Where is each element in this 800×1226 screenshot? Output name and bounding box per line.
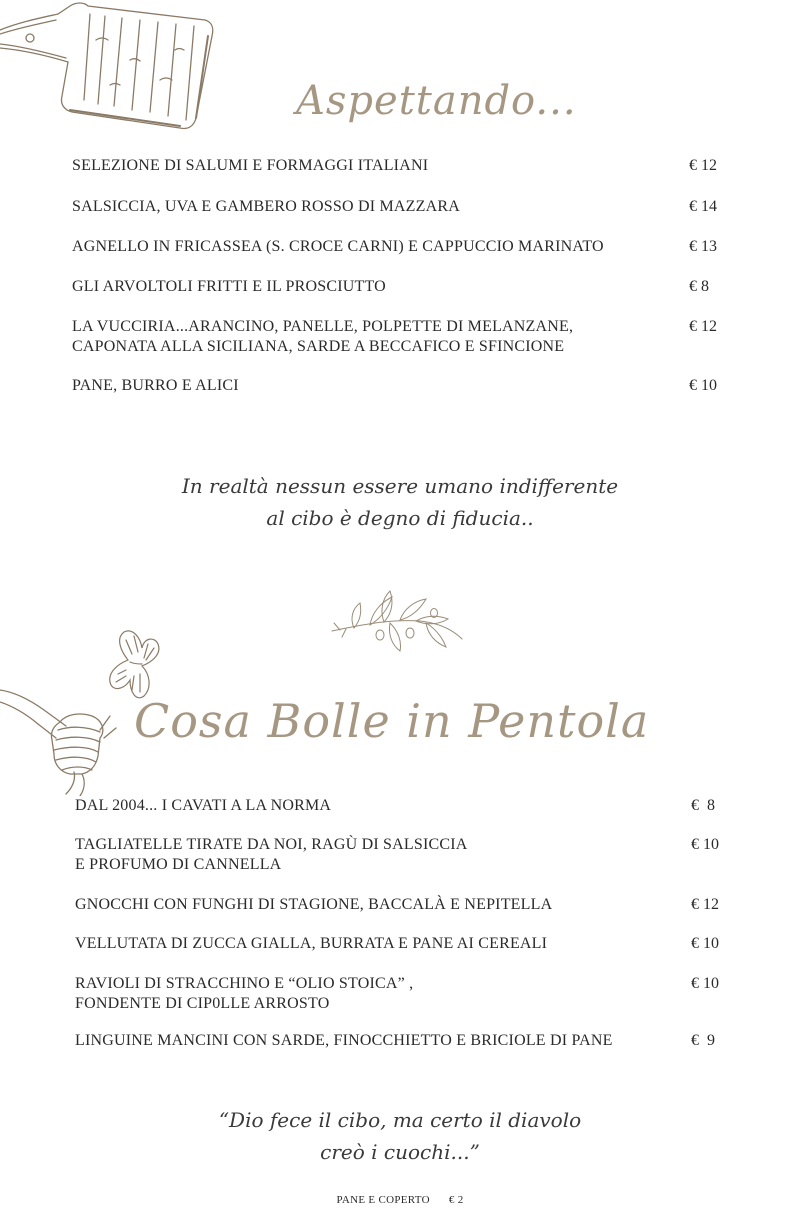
quote-line: al cibo è degno di fiducia..: [266, 506, 534, 530]
quote-line: “Dio fece il cibo, ma certo il diavolo: [218, 1108, 582, 1132]
menu-item-name: GNOCCHI CON FUNGHI DI STAGIONE, BACCALÀ E NEPITELLA: [75, 896, 553, 913]
cutting-board-illustration: [0, 0, 220, 135]
section-title-cosa-bolle: Cosa Bolle in Pentola: [134, 694, 650, 748]
footer-price: € 2: [448, 1194, 464, 1206]
menu-item-price: € 10: [691, 975, 719, 992]
menu-item-name: PANE, BURRO E ALICI: [72, 377, 239, 394]
menu-item-price: € 10: [691, 836, 719, 853]
menu-item-price: € 9: [691, 1032, 715, 1049]
quote-diavolo: [0, 1104, 800, 1168]
menu-item-name: GLI ARVOLTOLI FRITTI E IL PROSCIUTTO: [72, 278, 386, 295]
fork-twirl-pasta-illustration: [0, 686, 120, 796]
menu-item-name: AGNELLO IN FRICASSEA (S. CROCE CARNI) E CAPPUCCIO MARINATO: [72, 238, 604, 255]
menu-item-price: € 13: [689, 238, 717, 255]
quote-line: creò i cuochi...”: [320, 1140, 480, 1164]
footer-label: PANE E COPERTO: [336, 1194, 430, 1206]
menu-section-aspettando: [72, 156, 732, 406]
menu-item-name: LA VUCCIRIA...ARANCINO, PANELLE, POLPETTE DI MELANZANE, CAPONATA ALLA SICILIANA, SARDE A BECCAFICO E SFINCIONE: [72, 318, 574, 355]
menu-item-price: € 8: [689, 278, 709, 295]
quote-line: In realtà nessun essere umano indifferente: [181, 474, 619, 498]
olive-branch-illustration: [330, 585, 465, 657]
menu-item-name: SALSICCIA, UVA E GAMBERO ROSSO DI MAZZARA: [72, 198, 460, 215]
menu-item-name: VELLUTATA DI ZUCCA GIALLA, BURRATA E PANE AI CEREALI: [75, 935, 548, 952]
menu-section-cosa-bolle: [75, 796, 735, 1056]
menu-item-price: € 8: [691, 797, 715, 814]
footer-coperto: [0, 1194, 800, 1206]
menu-item-price: € 10: [689, 377, 717, 394]
section-title-aspettando: Aspettando...: [296, 78, 577, 124]
menu-item-price: € 12: [689, 318, 717, 335]
menu-item-price: € 12: [689, 157, 717, 174]
menu-item-name: SELEZIONE DI SALUMI E FORMAGGI ITALIANI: [72, 157, 429, 174]
quote-fiducia: [0, 470, 800, 534]
menu-item-name: DAL 2004... I CAVATI A LA NORMA: [75, 797, 332, 814]
menu-item-price: € 12: [691, 896, 719, 913]
menu-item-price: € 14: [689, 198, 717, 215]
menu-item-price: € 10: [691, 935, 719, 952]
menu-item-name: LINGUINE MANCINI CON SARDE, FINOCCHIETTO E BRICIOLE DI PANE: [75, 1032, 613, 1049]
menu-item-name: RAVIOLI DI STRACCHINO E “OLIO STOICA” , FONDENTE DI CIP0LLE ARROSTO: [75, 975, 414, 1012]
menu-item-name: TAGLIATELLE TIRATE DA NOI, RAGÙ DI SALSICCIA E PROFUMO DI CANNELLA: [75, 836, 468, 873]
